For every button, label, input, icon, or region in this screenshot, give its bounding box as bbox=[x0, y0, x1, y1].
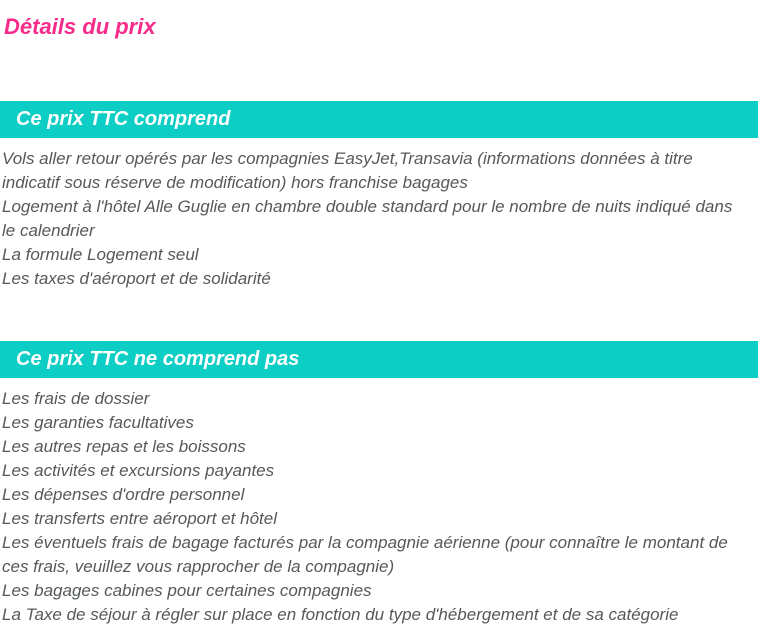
list-item: Les dépenses d'ordre personnel bbox=[2, 485, 245, 504]
section-header-included: Ce prix TTC comprend bbox=[16, 108, 231, 130]
list-item: Les éventuels frais de bagage facturés par la compagnie aérienne (pour connaître le montant de ces frais, veuillez vous rapprocher de la compagnie) bbox=[2, 533, 728, 576]
list-item: Les transferts entre aéroport et hôtel bbox=[2, 509, 277, 528]
list-item: Les activités et excursions payantes bbox=[2, 461, 275, 480]
included-items-list bbox=[0, 147, 758, 291]
excluded-items-list bbox=[0, 387, 758, 627]
list-item: Les frais de dossier bbox=[2, 389, 150, 408]
page-title: Détails du prix bbox=[4, 14, 156, 39]
list-item: Vols aller retour opérés par les compagnies EasyJet,Transavia (informations données à titre indicatif sous réserve de modification) hors franchise bagages bbox=[2, 149, 693, 192]
list-item: La Taxe de séjour à régler sur place en fonction du type d'hébergement et de sa catégorie bbox=[2, 605, 679, 624]
section-banner-excluded bbox=[0, 341, 758, 378]
list-item: Logement à l'hôtel Alle Guglie en chambre double standard pour le nombre de nuits indiqué dans le calendrier bbox=[2, 197, 733, 240]
section-banner-included bbox=[0, 101, 758, 138]
list-item: Les garanties facultatives bbox=[2, 413, 194, 432]
list-item: Les bagages cabines pour certaines compagnies bbox=[2, 581, 372, 600]
list-item: Les taxes d'aéroport et de solidarité bbox=[2, 269, 271, 288]
list-item: La formule Logement seul bbox=[2, 245, 199, 264]
section-header-excluded: Ce prix TTC ne comprend pas bbox=[16, 348, 300, 370]
list-item: Les autres repas et les boissons bbox=[2, 437, 246, 456]
